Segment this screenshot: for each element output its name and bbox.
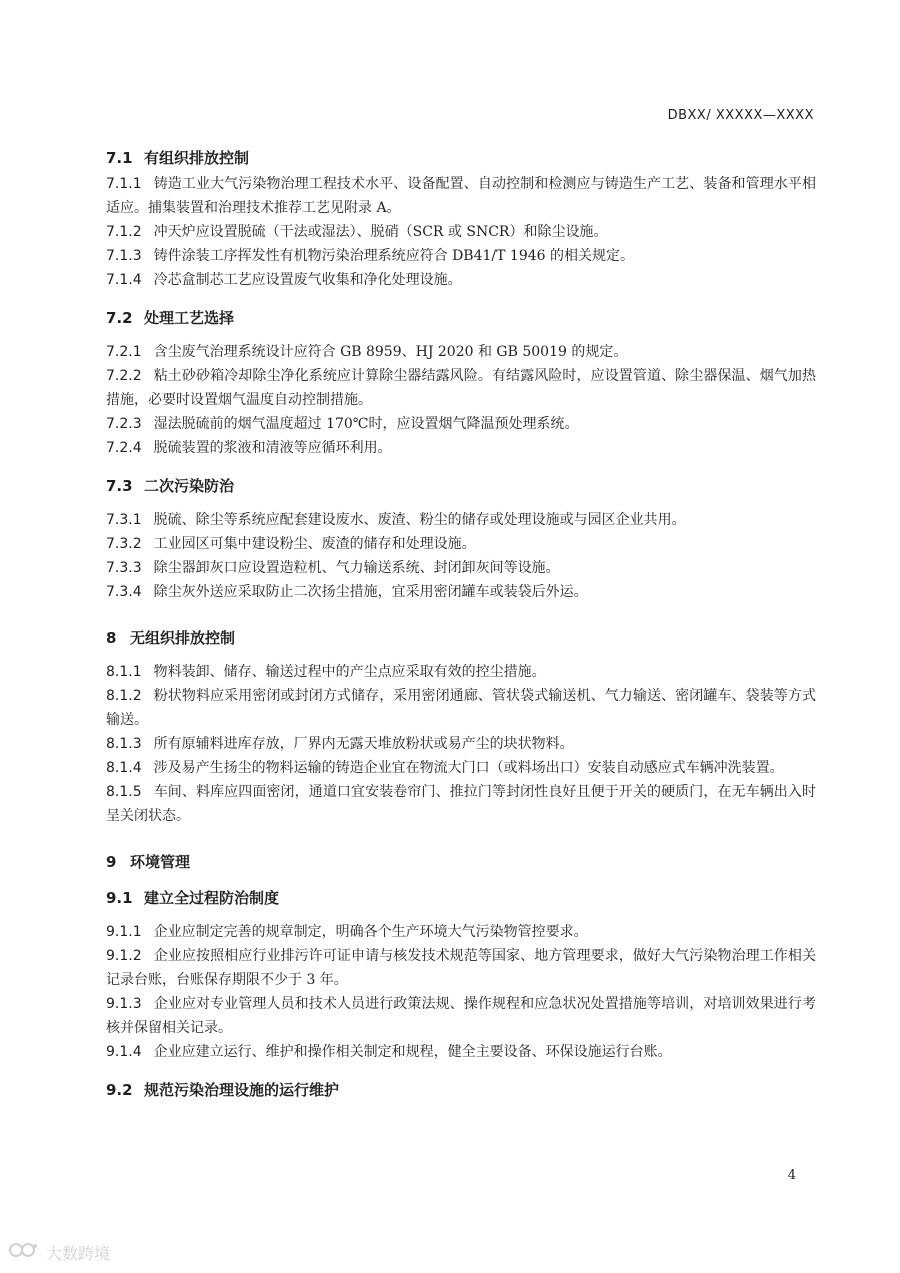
watermark-logo-icon bbox=[8, 1240, 46, 1264]
document-body bbox=[106, 144, 816, 1104]
clause-7-1-2: 7.1.2 冲天炉应设置脱硫（干法或湿法）、脱硝（SCR 或 SNCR）和除尘设施。 bbox=[106, 224, 608, 240]
heading-9-2: 9.2 规范污染治理设施的运行维护 bbox=[106, 1081, 340, 1099]
clause-8-1-5: 8.1.5 车间、料库应四面密闭，通道口宜安装卷帘门、推拉门等封闭性良好且便于开关的硬质门，在无车辆出入时呈关闭状态。 bbox=[106, 784, 816, 824]
watermark-text: 大数跨境 bbox=[46, 1243, 111, 1263]
clause-7-2-2: 7.2.2 粘土砂砂箱冷却除尘净化系统应计算除尘器结露风险。有结露风险时，应设置管道、除尘器保温、烟气加热措施，必要时设置烟气温度自动控制措施。 bbox=[106, 368, 816, 408]
clause-7-2-1: 7.2.1 含尘废气治理系统设计应符合 GB 8959、HJ 2020 和 GB 50019 的规定。 bbox=[106, 344, 628, 360]
clause-7-3-2: 7.3.2 工业园区可集中建设粉尘、废渣的储存和处理设施。 bbox=[106, 536, 476, 552]
clause-8-1-1: 8.1.1 物料装卸、储存、输送过程中的产尘点应采取有效的控尘措施。 bbox=[106, 664, 546, 680]
clause-7-1-4: 7.1.4 冷芯盒制芯工艺应设置废气收集和净化处理设施。 bbox=[106, 272, 462, 288]
watermark bbox=[8, 1240, 110, 1264]
heading-7-1: 7.1 有组织排放控制 bbox=[106, 149, 250, 167]
document-code: DBXX/ XXXXX—XXXX bbox=[667, 108, 814, 123]
clause-9-1-3: 9.1.3 企业应对专业管理人员和技术人员进行政策法规、操作规程和应急状况处置措施等培训，对培训效果进行考核并保留相关记录。 bbox=[106, 996, 816, 1036]
clause-7-2-4: 7.2.4 脱硫装置的浆液和清液等应循环利用。 bbox=[106, 440, 392, 456]
clause-8-1-4: 8.1.4 涉及易产生扬尘的物料运输的铸造企业宜在物流大门口（或料场出口）安装自动感应式车辆冲洗装置。 bbox=[106, 760, 784, 776]
clause-7-3-3: 7.3.3 除尘器卸灰口应设置造粒机、气力输送系统、封闭卸灰间等设施。 bbox=[106, 560, 560, 576]
heading-9: 9 环境管理 bbox=[106, 853, 191, 871]
clause-7-1-3: 7.1.3 铸件涂装工序挥发性有机物污染治理系统应符合 DB41/T 1946 的相关规定。 bbox=[106, 248, 634, 264]
clause-7-2-3: 7.2.3 湿法脱硫前的烟气温度超过 170℃时，应设置烟气降温预处理系统。 bbox=[106, 416, 579, 432]
heading-9-1: 9.1 建立全过程防治制度 bbox=[106, 889, 280, 907]
heading-7-2: 7.2 处理工艺选择 bbox=[106, 309, 235, 327]
heading-7-3: 7.3 二次污染防治 bbox=[106, 477, 235, 495]
clause-9-1-2: 9.1.2 企业应按照相应行业排污许可证申请与核发技术规范等国家、地方管理要求，做好大气污染物治理工作相关记录台账，台账保存期限不少于 3 年。 bbox=[106, 948, 816, 988]
heading-8: 8 无组织排放控制 bbox=[106, 629, 236, 647]
page-number: 4 bbox=[787, 1168, 796, 1183]
clause-9-1-4: 9.1.4 企业应建立运行、维护和操作相关制定和规程，健全主要设备、环保设施运行台账。 bbox=[106, 1044, 672, 1060]
clause-9-1-1: 9.1.1 企业应制定完善的规章制定，明确各个生产环境大气污染物管控要求。 bbox=[106, 924, 588, 940]
clause-7-3-4: 7.3.4 除尘灰外送应采取防止二次扬尘措施，宜采用密闭罐车或装袋后外运。 bbox=[106, 584, 588, 600]
clause-7-3-1: 7.3.1 脱硫、除尘等系统应配套建设废水、废渣、粉尘的储存或处理设施或与园区企业共用。 bbox=[106, 512, 686, 528]
clause-7-1-1: 7.1.1 铸造工业大气污染物治理工程技术水平、设备配置、自动控制和检测应与铸造生产工艺、装备和管理水平相适应。捕集装置和治理技术推荐工艺见附录 A。 bbox=[106, 176, 816, 216]
clause-8-1-3: 8.1.3 所有原辅料进库存放，厂界内无露天堆放粉状或易产尘的块状物料。 bbox=[106, 736, 574, 752]
clause-8-1-2: 8.1.2 粉状物料应采用密闭或封闭方式储存，采用密闭通廊、管状袋式输送机、气力输送、密闭罐车、袋装等方式输送。 bbox=[106, 688, 816, 728]
